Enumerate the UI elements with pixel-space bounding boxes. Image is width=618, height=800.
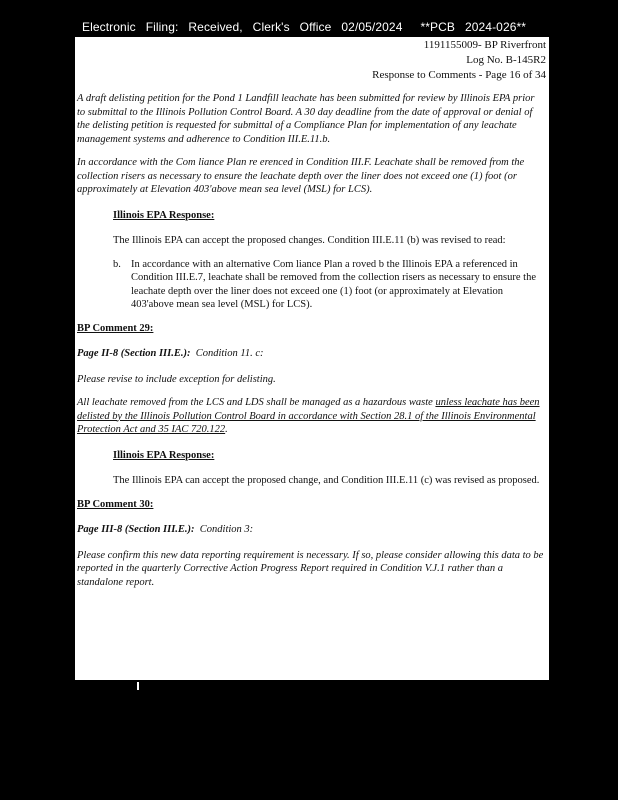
paragraph — [77, 396, 545, 437]
banner-case-number: 2024-026** — [464, 20, 527, 34]
subheading-condition: Condition 11. c: — [195, 348, 264, 359]
banner-date: 02/05/2024 — [341, 20, 403, 34]
subheading-reference: Page II-8 (Section III.E.): — [77, 348, 191, 359]
scan-mark — [137, 682, 139, 690]
response-heading: Illinois EPA Response: — [113, 449, 215, 461]
comment-heading: BP Comment 30: — [77, 498, 154, 510]
underlined-text: unless leachate has been delisted by the Illinois Pollution Control Board in accordance with Section 28.1 of the Illinois Environmental Protection Act and 35 IAC 720.122 — [77, 397, 540, 435]
response-heading: Illinois EPA Response: — [113, 209, 215, 221]
paragraph: In accordance with the Com liance Plan re erenced in Condition III.F. Leachate shall be removed from the collection risers as necessary to ensure the leachate depth over the liner does not exceed one (1) foot (or approximately at Elevation 403'above mean sea level (MSL) for LCS). — [77, 157, 525, 195]
header-log-number: Log No. B-145R2 — [466, 54, 546, 66]
list-item — [113, 258, 545, 312]
comment-heading: BP Comment 29: — [77, 322, 154, 334]
response-text: The Illinois EPA can accept the proposed change, and Condition III.E.11 (c) was revised as proposed. — [113, 475, 540, 486]
comment-subheading — [77, 523, 545, 537]
efiling-banner — [82, 20, 552, 36]
paragraph-text: All leachate removed from the LCS and LDS shall be managed as a hazardous waste — [77, 397, 436, 408]
response-text: The Illinois EPA can accept the proposed changes. Condition III.E.11 (b) was revised to read: — [113, 235, 506, 246]
subheading-reference: Page III-8 (Section III.E.): — [77, 524, 195, 535]
subheading-condition: Condition 3: — [199, 524, 254, 535]
banner-word: Filing: — [145, 20, 179, 34]
list-item-text: In accordance with an alternative Com liance Plan a roved b the Illinois EPA a referenced in Condition III.E.7, leachate shall be removed from the collection risers as necessary to ensure the leachate depth over the liner does not exceed one (1) foot (or approximately at Elevation 403'above mean sea level (MSL) for LCS). — [131, 258, 536, 310]
document-body — [77, 92, 545, 599]
paragraph: Please confirm this new data reporting requirement is necessary. If so, please consider allowing this data to be reported in the quarterly Corrective Action Progress Report required in Condition V.J.1 rather than a standalone report. — [77, 549, 544, 588]
header-page-number: Response to Comments - Page 16 of 34 — [372, 69, 546, 81]
banner-word: Electronic — [82, 20, 136, 34]
banner-word: **PCB — [420, 20, 455, 34]
banner-word: Office — [299, 20, 332, 34]
comment-subheading — [77, 347, 545, 361]
paragraph: A draft delisting petition for the Pond 1 Landfill leachate has been submitted for review by Illinois EPA prior to submittal to the Illinois Pollution Control Board. A 30 day deadline from the date of approval or denial of the delisting petition is requested for submittal of a Compliance Plan for implementation of any leachate management systems and adherence to Condition III.E.11.b. — [77, 93, 535, 145]
document-page — [75, 37, 549, 680]
paragraph-text: . — [225, 424, 228, 435]
banner-word: Received, — [188, 20, 243, 34]
header-project-id: 1191155009- BP Riverfront — [423, 39, 546, 51]
paragraph: Please revise to include exception for delisting. — [77, 373, 276, 385]
page-header — [372, 38, 546, 83]
list-marker: b. — [113, 258, 121, 270]
banner-word: Clerk's — [252, 20, 290, 34]
